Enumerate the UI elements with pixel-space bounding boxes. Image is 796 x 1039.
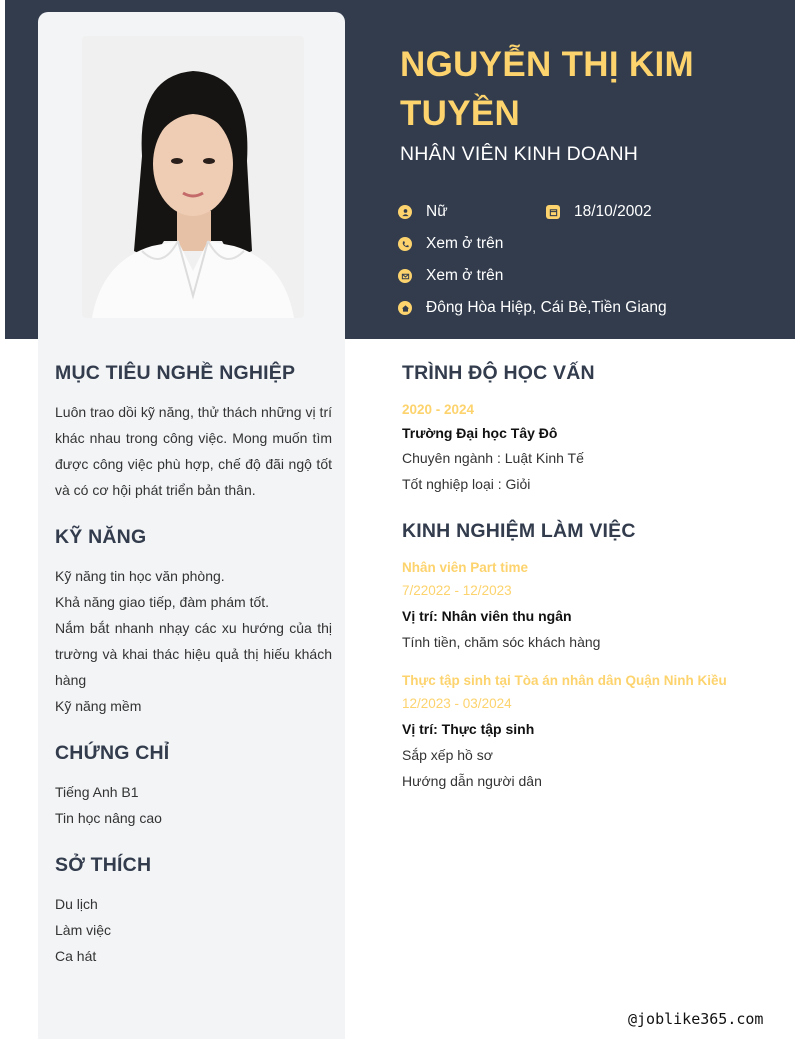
candidate-name: NGUYỄN THỊ KIM TUYỀN (400, 45, 694, 133)
education-grade: Tốt nghiệp loại : Giỏi (402, 476, 531, 492)
job-detail: Tính tiền, chăm sóc khách hàng (402, 634, 601, 650)
birthdate-value: 18/10/2002 (574, 203, 652, 220)
job-period: 12/2023 - 03/2024 (402, 696, 512, 711)
job-company: Nhân viên Part time (402, 560, 529, 575)
job-title: NHÂN VIÊN KINH DOANH (400, 143, 639, 165)
phone-icon (398, 237, 412, 251)
objective-title: MỤC TIÊU NGHỀ NGHIỆP (55, 362, 296, 384)
job-detail: Hướng dẫn người dân (402, 773, 542, 789)
hobbies-title: SỞ THÍCH (55, 854, 152, 876)
job-position: Vị trí: Nhân viên thu ngân (402, 608, 572, 624)
hobby-item: Làm việc (55, 922, 112, 938)
profile-photo (82, 36, 304, 318)
watermark: @joblike365.com (628, 1010, 764, 1028)
job-period: 7/22022 - 12/2023 (402, 583, 512, 598)
home-icon (398, 301, 412, 315)
email-icon (398, 269, 412, 283)
job-detail: Sắp xếp hồ sơ (402, 747, 493, 763)
job-company: Thực tập sinh tại Tòa án nhân dân Quận Ninh Kiều (402, 673, 727, 688)
objective-text: Luôn trao dồi kỹ năng, thử thách những vị trí khác nhau trong công việc. Mong muốn tìm được công việc phù hợp, chế độ đãi ngộ tốt và có cơ hội phát triển bản thân. (55, 404, 332, 498)
experience-title: KINH NGHIỆM LÀM VIỆC (402, 520, 636, 542)
gender-value: Nữ (426, 203, 448, 220)
address-info (398, 297, 667, 319)
email-value: Xem ở trên (426, 267, 504, 284)
email-info (398, 265, 503, 287)
phone-value: Xem ở trên (426, 235, 504, 252)
birthdate-info (546, 201, 652, 223)
certificates-title: CHỨNG CHỈ (55, 742, 170, 764)
education-major: Chuyên ngành : Luật Kinh Tế (402, 450, 584, 466)
gender-info (398, 201, 448, 223)
education-period: 2020 - 2024 (402, 402, 475, 417)
skill-item: Khả năng giao tiếp, đàm phám tốt. (55, 594, 270, 610)
calendar-icon (546, 205, 560, 219)
hobby-item: Du lịch (55, 896, 98, 912)
certificate-item: Tiếng Anh B1 (55, 784, 139, 800)
education-school: Trường Đại học Tây Đô (402, 425, 558, 441)
job-position: Vị trí: Thực tập sinh (402, 721, 535, 737)
user-icon (398, 205, 412, 219)
hobby-item: Ca hát (55, 948, 97, 964)
skill-item: Nắm bắt nhanh nhạy các xu hướng của thị trường và khai thác hiệu quả thị hiếu khách hàng (55, 620, 332, 688)
skill-item: Kỹ năng tin học văn phòng. (55, 568, 225, 584)
certificate-item: Tin học nâng cao (55, 810, 162, 826)
address-value: Đông Hòa Hiệp, Cái Bè,Tiền Giang (426, 299, 667, 316)
skill-item: Kỹ năng mềm (55, 698, 142, 714)
skills-title: KỸ NĂNG (55, 526, 147, 548)
phone-info (398, 233, 503, 255)
education-title: TRÌNH ĐỘ HỌC VẤN (402, 362, 595, 384)
